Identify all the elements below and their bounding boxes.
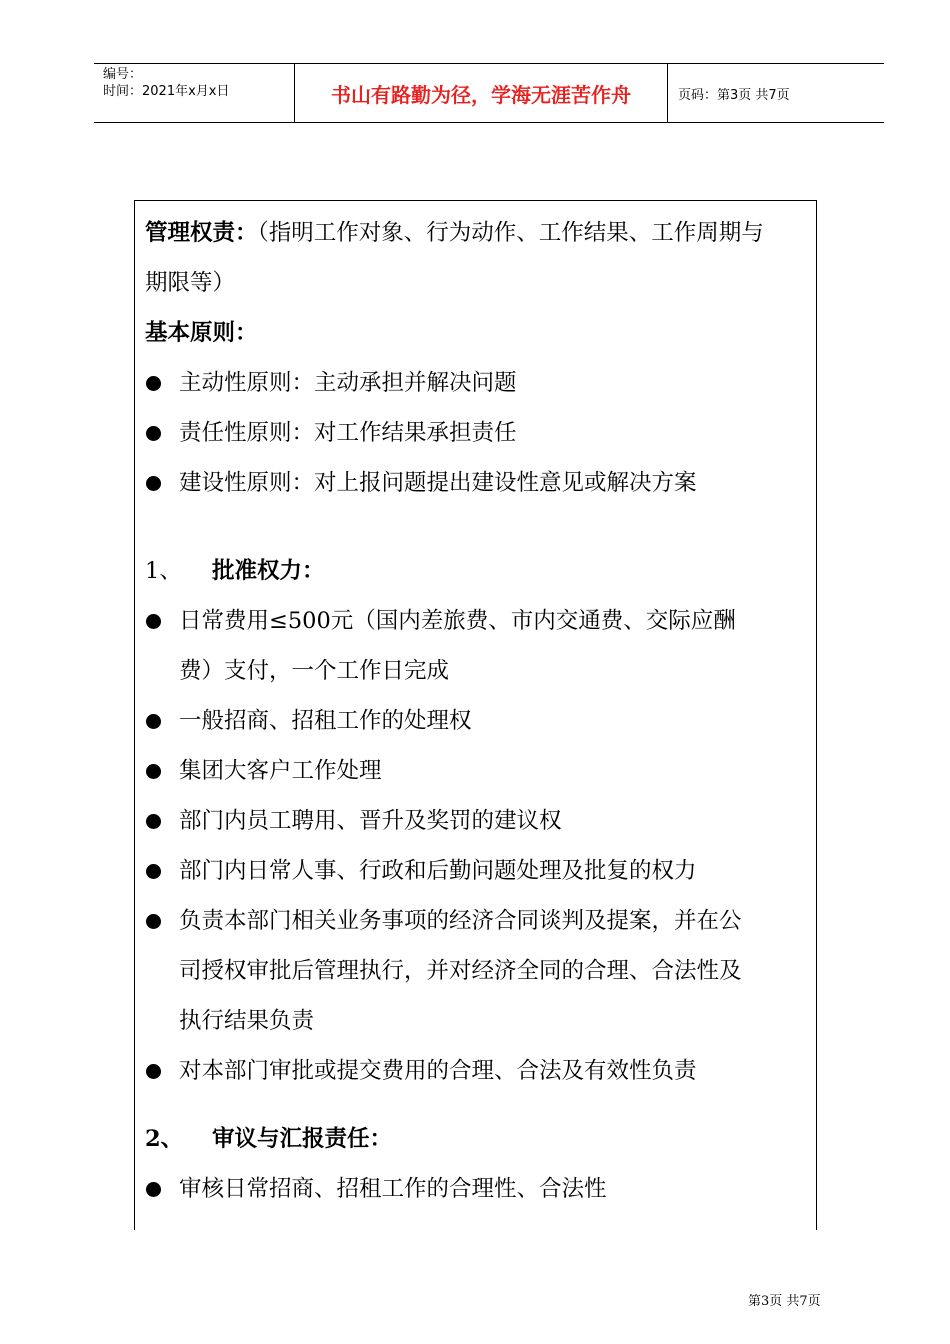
spacer bbox=[145, 1096, 813, 1114]
page-footer: 第3页 共7页 bbox=[748, 1294, 821, 1309]
list-item: 负责本部门相关业务事项的经济合同谈判及提案，并在公 bbox=[145, 896, 813, 946]
title-line bbox=[145, 208, 813, 258]
spacer bbox=[145, 508, 813, 546]
principles-heading: 基本原则： bbox=[145, 320, 258, 346]
bullet-icon bbox=[146, 1182, 161, 1197]
list-item: 对本部门审批或提交费用的合理、合法及有效性负责 bbox=[145, 1046, 813, 1096]
list-item: 主动性原则：主动承担并解决问题 bbox=[145, 358, 813, 408]
list-item: 集团大客户工作处理 bbox=[145, 746, 813, 796]
title-rest: （指明工作对象、行为动作、工作结果、工作周期与 bbox=[257, 220, 764, 246]
bullet-icon bbox=[146, 864, 161, 879]
document-body bbox=[145, 208, 813, 1214]
bullet-icon bbox=[146, 614, 161, 629]
list-item-continuation: 执行结果负责 bbox=[179, 1008, 315, 1034]
bullet-icon bbox=[146, 426, 161, 441]
time-label: 时间：2021年x月x日 bbox=[103, 84, 230, 99]
header-meta bbox=[94, 64, 295, 122]
list-item: 一般招商、招租工作的处理权 bbox=[145, 696, 813, 746]
bullet-icon bbox=[146, 476, 161, 491]
list-item: 审核日常招商、招租工作的合理性、合法性 bbox=[145, 1164, 813, 1214]
section-heading-1: 1、 批准权力： bbox=[145, 558, 325, 584]
page-header bbox=[94, 63, 884, 123]
serial-label: 编号： bbox=[103, 67, 143, 82]
list-item: 日常费用≤500元（国内差旅费、市内交通费、交际应酬 bbox=[145, 596, 813, 646]
list-item-continuation: 司授权审批后管理执行，并对经济全同的合理、合法性及 bbox=[179, 958, 742, 984]
bullet-icon bbox=[146, 914, 161, 929]
title-bold: 管理权责： bbox=[145, 220, 258, 246]
bullet-icon bbox=[146, 1064, 161, 1079]
bullet-icon bbox=[146, 764, 161, 779]
list-item-continuation: 费）支付，一个工作日完成 bbox=[179, 658, 450, 684]
title-continuation: 期限等） bbox=[145, 270, 236, 296]
list-item: 责任性原则：对工作结果承担责任 bbox=[145, 408, 813, 458]
section-heading-2: 2、 审议与汇报责任： bbox=[145, 1126, 393, 1152]
bullet-icon bbox=[146, 714, 161, 729]
bullet-icon bbox=[146, 376, 161, 391]
bullet-icon bbox=[146, 814, 161, 829]
list-item: 建设性原则：对上报问题提出建设性意见或解决方案 bbox=[145, 458, 813, 508]
list-item: 部门内员工聘用、晋升及奖罚的建议权 bbox=[145, 796, 813, 846]
header-page-info: 页码：第3页 共7页 bbox=[678, 87, 790, 103]
list-item: 部门内日常人事、行政和后勤问题处理及批复的权力 bbox=[145, 846, 813, 896]
header-motto: 书山有路勤为径，学海无涯苦作舟 bbox=[295, 64, 668, 122]
